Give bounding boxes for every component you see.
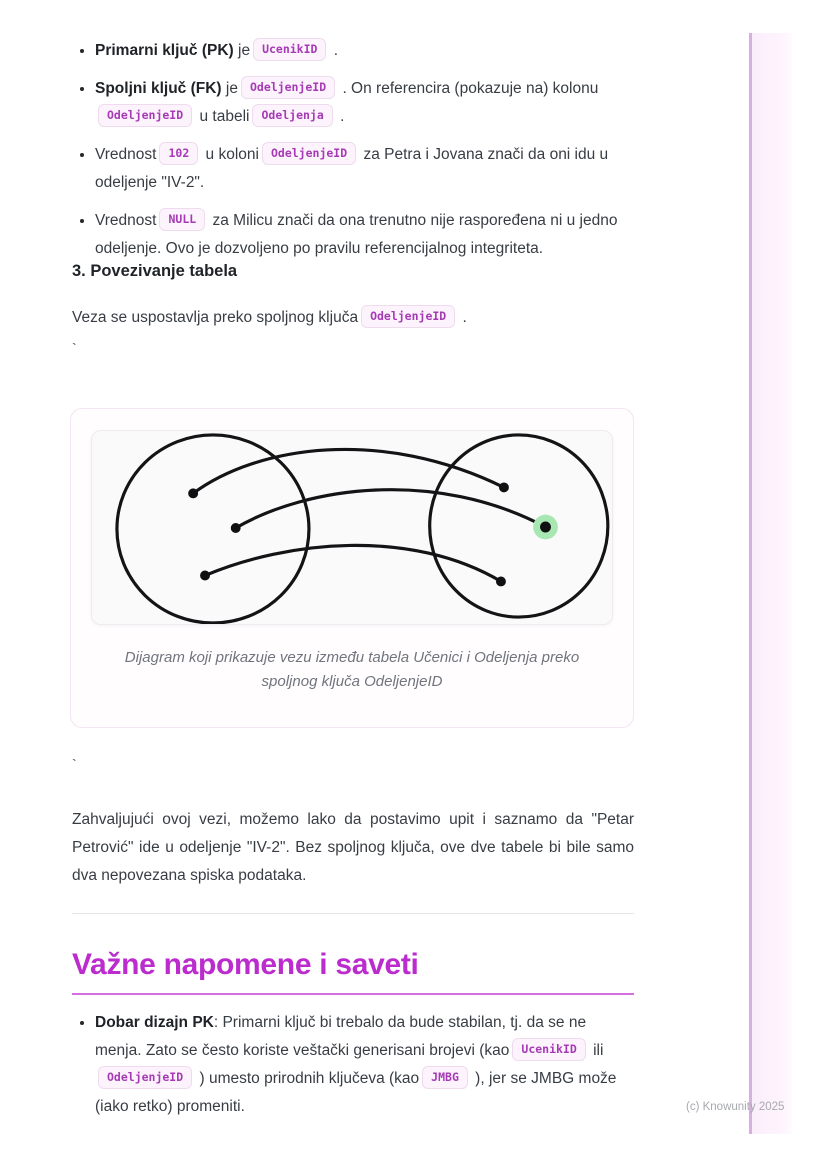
key-facts-list [72,36,634,272]
page-title: Važne napomene i saveti [72,948,419,981]
connection-top [193,449,504,493]
right-dot-2-highlighted [540,522,551,533]
connection-middle [236,490,546,528]
code-badge: OdeljenjeID [98,1066,192,1089]
code-badge: OdeljenjeID [98,104,192,127]
diagram-canvas [91,430,613,625]
right-set-ellipse [430,435,608,617]
right-dot-1 [499,482,509,492]
code-badge: OdeljenjeID [262,142,356,165]
relationship-diagram [92,431,612,624]
relationship-figure [70,408,634,728]
copyright-watermark: (c) Knowunity 2025 [686,1101,785,1113]
term-good-pk-design: Dobar dizajn PK [95,1014,214,1031]
connection-bottom [205,545,501,581]
summary-paragraph: Zahvaljujući ovoj vezi, možemo lako da postavimo upit i saznamo da "Petar Petrović" ide u odeljenje "IV-2". Bez spoljnog ključa, ove dve tabele bi bile samo dva nepovezana spiska podataka. [72,811,634,884]
section-heading: 3. Povezivanje tabela [72,262,238,280]
left-dot-2 [231,523,241,533]
side-accent-band [749,33,792,1134]
term-primary-key: Primarni ključ (PK) [95,42,234,59]
term-foreign-key: Spoljni ključ (FK) [95,80,222,97]
code-badge: UcenikID [253,38,326,61]
stray-backtick: ` [72,340,77,356]
list-item: • Vrednost 102 u koloni OdeljenjeID za Petra i Jovana znači da oni idu u odeljenje "IV-2". [95,140,634,197]
code-badge: OdeljenjeID [241,76,335,99]
list-item: • Dobar dizajn PK: Primarni ključ bi trebalo da bude stabilan, tj. da se ne menja. Zato se često koriste veštački generisani brojevi (kao UcenikID iliOdeljenjeID ) umesto prirodnih ključeva (kao JMBG ), jer se JMBG može (iako retko) promeniti. [95,1008,634,1121]
code-badge: OdeljenjeID [361,305,455,328]
title-underline [72,993,634,995]
list-item: • Spoljni ključ (FK) je OdeljenjeID . On referencira (pokazuje na) kolonuOdeljenjeID u tabeli Odeljenja . [95,74,634,131]
code-badge: JMBG [422,1066,468,1089]
left-set-ellipse [117,435,309,623]
list-item: • Vrednost NULL za Milicu znači da ona trenutno nije raspoređena ni u jedno odeljenje. Ovo je dozvoljeno po pravilu referencijalnog integriteta. [95,206,634,263]
figure-caption: Dijagram koji prikazuje vezu između tabela Učenici i Odeljenja preko spoljnog ključa OdeljenjeID [124,649,580,690]
stray-backtick: ` [72,756,77,772]
code-badge: NULL [159,208,205,231]
list-item: • Primarni ključ (PK) je UcenikID . [95,36,634,65]
left-dot-3 [200,571,210,581]
left-dot-1 [188,488,198,498]
code-badge: 102 [159,142,198,165]
code-badge: UcenikID [512,1038,585,1061]
notes-list [72,1008,634,1130]
code-badge: Odeljenja [252,104,332,127]
right-dot-3 [496,576,506,586]
document-content [72,0,634,1171]
divider [72,913,634,914]
connection-sentence: Veza se uspostavlja preko spoljnog ključa OdeljenjeID . [72,304,634,332]
